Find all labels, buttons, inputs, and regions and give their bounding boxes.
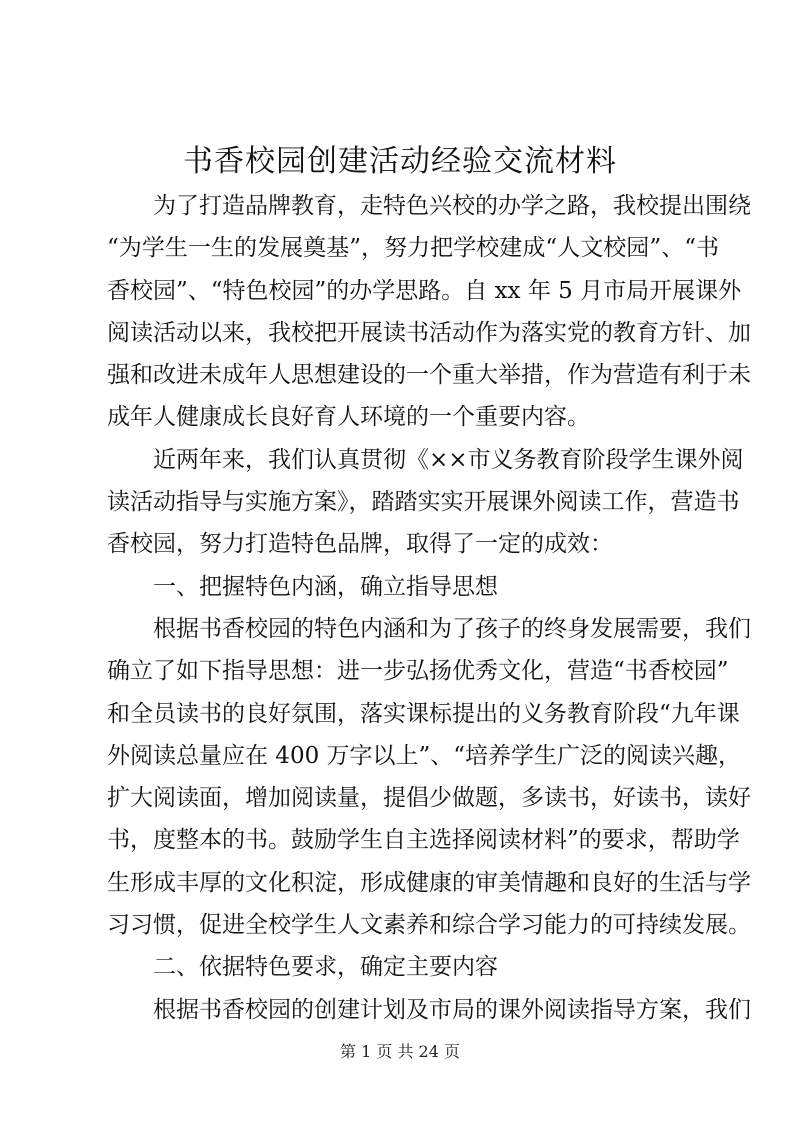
text-line: 强和改进未成年人思想建设的一个重大举措，作为营造有利于未 [107,362,751,389]
text-line: 和全员读书的良好氛围，落实课标提出的义务教育阶段“九年课 [107,700,740,727]
text-line: 成年人健康成长良好育人环境的一个重要内容。 [107,404,590,431]
section-heading: 一、把握特色内涵，确立指导思想 [153,573,498,600]
text-line: 书，度整本的书。鼓励学生自主选择阅读材料”的要求，帮助学 [107,827,740,854]
text-line: 根据书香校园的创建计划及市局的课外阅读指导方案，我们 [153,996,751,1023]
document-title: 书香校园创建活动经验交流材料 [183,144,617,179]
text-line: 读活动指导与实施方案》，踏踏实实开展课外阅读工作，营造书 [107,489,740,516]
text-line: 香校园，努力打造特色品牌，取得了一定的成效： [107,531,613,558]
text-line: 确立了如下指导思想：进一步弘扬优秀文化，营造“书香校园” [107,658,729,685]
text-line: 习习惯，促进全校学生人文素养和综合学习能力的可持续发展。 [107,912,751,939]
text-line: “为学生一生的发展奠基”，努力把学校建成“人文校园”、“书 [107,235,719,262]
text-line: 外阅读总量应在 400 万字以上”、“培养学生广泛的阅读兴趣， [107,742,742,769]
page-footer: 第 1 页 共 24 页 [340,1042,460,1061]
text-line: 近两年来，我们认真贯彻《××市义务教育阶段学生课外阅 [153,446,744,473]
text-line: 根据书香校园的特色内涵和为了孩子的终身发展需要，我们 [153,615,751,642]
document-body [107,185,751,1031]
text-line: 香校园”、“特色校园”的办学思路。自 xx 年 5 月市局开展课外 [107,277,742,304]
text-line: 扩大阅读面，增加阅读量，提倡少做题，多读书，好读书，读好 [107,785,751,812]
text-line: 生形成丰厚的文化积淀，形成健康的审美情趣和良好的生活与学 [107,869,751,896]
text-line: 阅读活动以来，我校把开展读书活动作为落实党的教育方针、加 [107,319,751,346]
section-heading: 二、依据特色要求，确定主要内容 [153,954,498,981]
text-line: 为了打造品牌教育，走特色兴校的办学之路，我校提出围绕 [153,193,751,219]
